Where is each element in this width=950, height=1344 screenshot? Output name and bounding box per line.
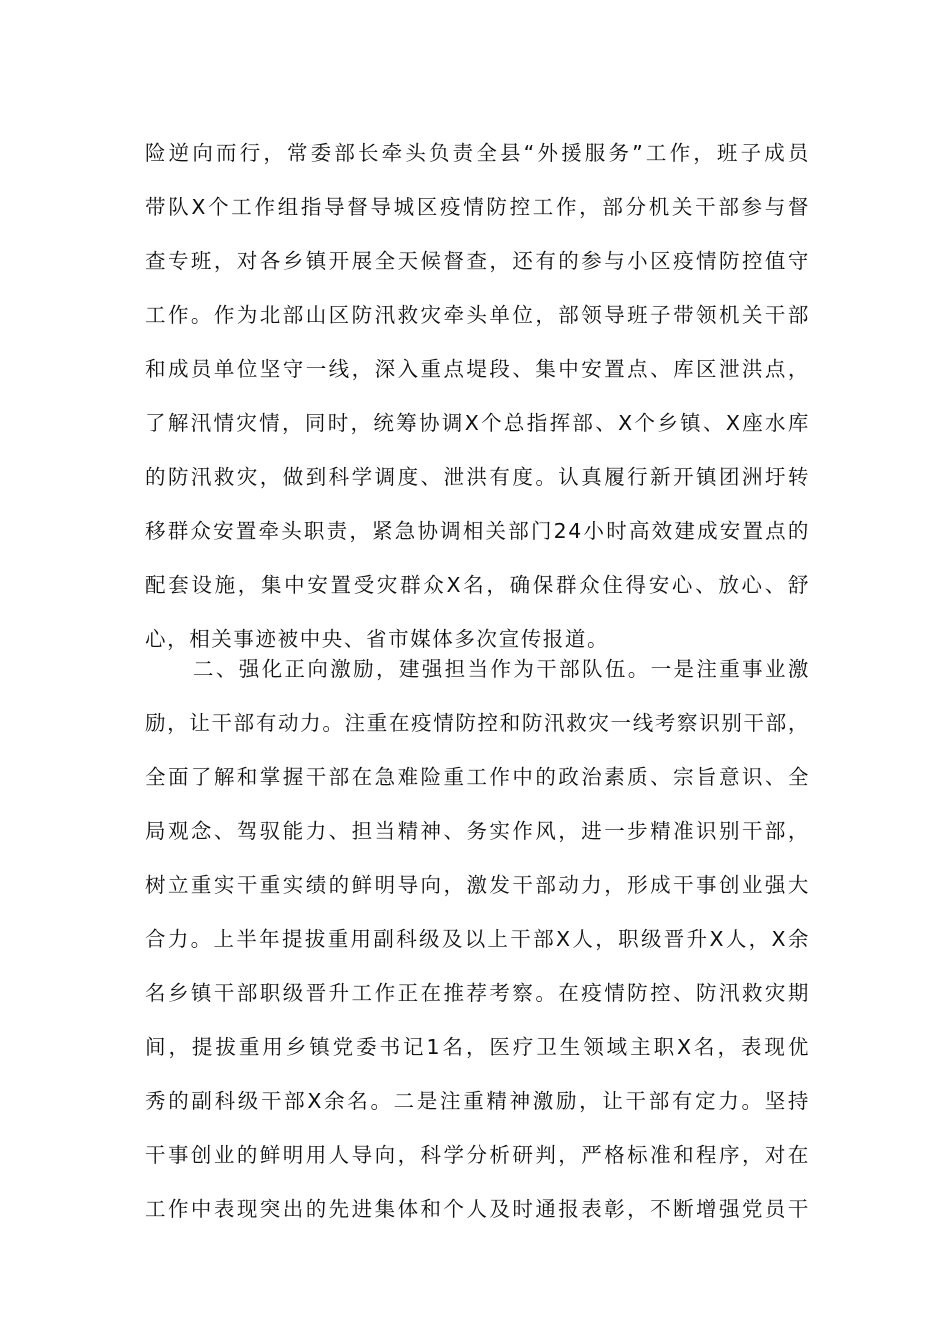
text-line: 合力。上半年提拔重用副科级及以上干部X人，职级晋升X人，X余 <box>145 927 810 951</box>
text-line: 树立重实干重实绩的鲜明导向，激发干部动力，形成干事创业强大 <box>145 873 810 897</box>
text-line: 查专班，对各乡镇开展全天候督查，还有的参与小区疫情防控值守 <box>145 249 810 273</box>
text-line: 间，提拔重用乡镇党委书记1名，医疗卫生领域主职X名，表现优 <box>145 1035 810 1059</box>
text-line: 秀的副科级干部X余名。二是注重精神激励，让干部有定力。坚持 <box>145 1089 810 1113</box>
text-line: 励，让干部有动力。注重在疫情防控和防汛救灾一线考察识别干部， <box>145 711 810 735</box>
text-line: 的防汛救灾，做到科学调度、泄洪有度。认真履行新开镇团洲圩转 <box>145 465 810 489</box>
text-line: 和成员单位坚守一线，深入重点堤段、集中安置点、库区泄洪点， <box>145 357 810 381</box>
section-heading-line: 二、强化正向激励，建强担当作为干部队伍。一是注重事业激 <box>193 657 810 681</box>
text-line: 了解汛情灾情，同时，统筹协调X个总指挥部、X个乡镇、X座水库 <box>145 411 810 435</box>
text-line: 工作。作为北部山区防汛救灾牵头单位，部领导班子带领机关干部 <box>145 303 810 327</box>
text-line: 工作中表现突出的先进集体和个人及时通报表彰，不断增强党员干 <box>145 1197 810 1221</box>
text-line: 名乡镇干部职级晋升工作正在推荐考察。在疫情防控、防汛救灾期 <box>145 981 810 1005</box>
text-line: 险逆向而行，常委部长牵头负责全县“外援服务”工作，班子成员 <box>145 141 810 165</box>
paragraph-2 <box>145 642 810 1236</box>
paragraph-1 <box>145 126 810 666</box>
text-line: 全面了解和掌握干部在急难险重工作中的政治素质、宗旨意识、全 <box>145 765 810 789</box>
text-line: 心，相关事迹被中央、省市媒体多次宣传报道。 <box>145 627 610 651</box>
text-line: 移群众安置牵头职责，紧急协调相关部门24小时高效建成安置点的 <box>145 519 810 543</box>
text-line: 带队X个工作组指导督导城区疫情防控工作，部分机关干部参与督 <box>145 195 810 219</box>
text-line: 局观念、驾驭能力、担当精神、务实作风，进一步精准识别干部， <box>145 819 810 843</box>
text-line: 干事创业的鲜明用人导向，科学分析研判，严格标准和程序，对在 <box>145 1143 810 1167</box>
text-line: 配套设施，集中安置受灾群众X名，确保群众住得安心、放心、舒 <box>145 573 810 597</box>
